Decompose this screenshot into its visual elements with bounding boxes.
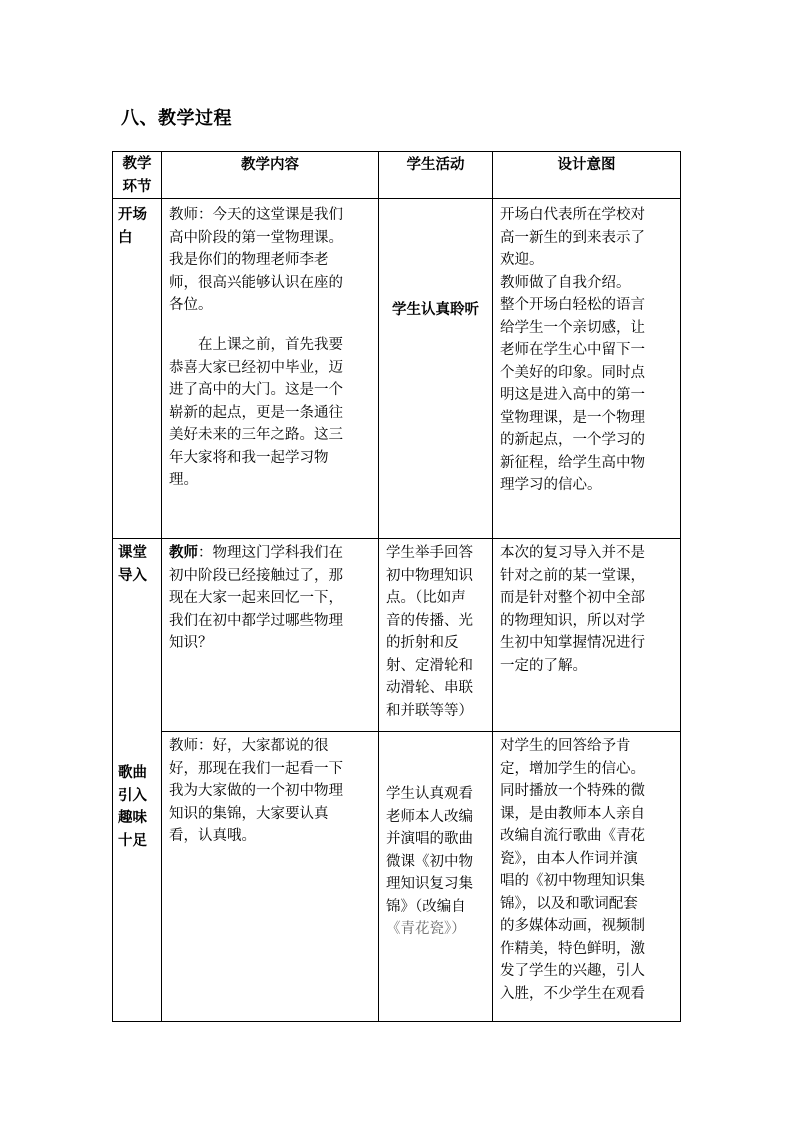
row-divider xyxy=(112,538,681,539)
stage-introduction: 课堂 导入 xyxy=(118,545,147,584)
activity-song xyxy=(386,783,491,941)
activity-song-text: 学生认真观看 老师本人改编 并演唱的歌曲 微课《初中物 理知识复习集 锦》（改编自 xyxy=(386,786,473,915)
column-divider xyxy=(378,151,379,1022)
header-intent: 设计意图 xyxy=(557,157,616,173)
header-stage: 教学 环节 xyxy=(122,156,152,195)
table-border-right xyxy=(680,151,681,1022)
table-border-left xyxy=(112,151,113,1022)
stage-song: 歌曲 引入 趣味 十足 xyxy=(118,765,147,849)
column-divider xyxy=(161,151,162,1022)
content-introduction-text: ：物理这门学科我们在 初中阶段已经接触过了，那 现在大家一起来回忆一下， 我们在初中都学过哪些物理 知识？ xyxy=(169,545,343,651)
activity-opening: 学生认真聆听 xyxy=(392,302,479,318)
section-title: 八、教学过程 xyxy=(121,108,232,129)
intent-song: 对学生的回答给予肯 定，增加学生的信心。 同时播放一个特殊的微 课，是由教师本人亲自 改编自流行歌曲《青花 瓷》，由本人作词并演 唱的《初中物理知识集 锦》，以及和歌词配套 的多媒体动画，视频制 作精美，特色鲜明，激 发了学生的兴趣，引人 入胜，不少学生在观看 xyxy=(500,738,645,1002)
header-content: 教学内容 xyxy=(241,157,299,173)
intent-opening: 开场白代表所在学校对 高一新生的到来表示了 欢迎。 教师做了自我介绍。 整个开场白轻松的语言 给学生一个亲切感，让 老师在学生心中留下一 个美好的印象。同时点 明这是进入高中的第一 堂物理课，是一个物理 的新起点，一个学习的 新征程，给学生高中物 理学习的信心。 xyxy=(500,207,645,493)
teacher-label: 教师 xyxy=(169,545,198,561)
table-border-bottom xyxy=(112,1021,681,1022)
stage-opening: 开场 白 xyxy=(118,207,147,246)
header-divider xyxy=(112,198,681,199)
content-song: 教师：好，大家都说的很 好，那现在我们一起看一下 我为大家做的一个初中物理 知识的集锦，大家要认真 看，认真哦。 xyxy=(169,738,343,844)
teaching-process-table xyxy=(112,151,681,1022)
table-border-top xyxy=(112,151,681,152)
content-introduction xyxy=(169,542,377,655)
content-opening-p2: 在上课之前，首先我要 恭喜大家已经初中毕业，迈 进了高中的大门。这是一个 崭新的起点，更是一条通往 美好未来的三年之路。这三 年大家将和我一起学习物 理。 xyxy=(169,337,343,488)
activity-introduction: 学生举手回答 初中物理知识 点。（比如声 音的传播、光 的折射和反 射、定滑轮和 动滑轮、串联 和并联等等） xyxy=(386,545,473,719)
column-divider xyxy=(492,151,493,1022)
header-activity: 学生活动 xyxy=(406,157,465,173)
intent-introduction: 本次的复习导入并不是 针对之前的某一堂课， 而是针对整个初中全部 的物理知识，所以对学 生初中知掌握情况进行 一定的了解。 xyxy=(500,545,645,674)
content-opening-p1: 教师：今天的这堂课是我们 高中阶段的第一堂物理课。 我是你们的物理老师李老 师，很高兴能够认识在座的 各位。 xyxy=(169,207,343,313)
row-divider xyxy=(161,731,681,732)
activity-song-tail: 《青花瓷》） xyxy=(386,921,466,937)
